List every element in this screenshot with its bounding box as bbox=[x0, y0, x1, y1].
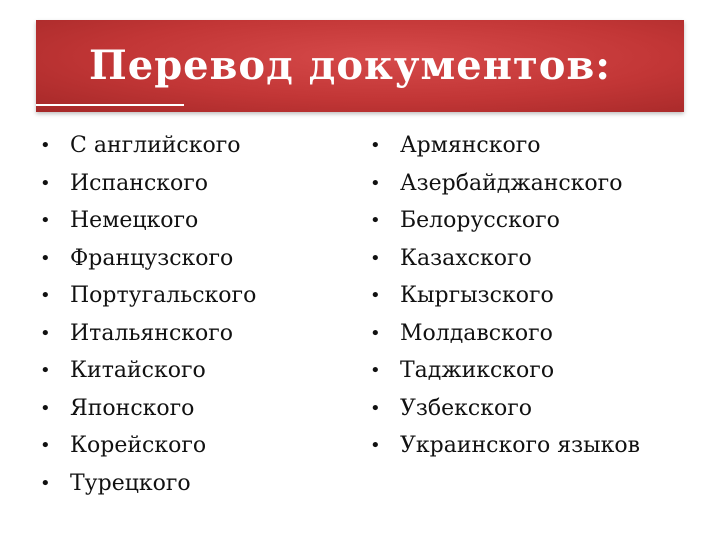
list-item-label: Турецкого bbox=[70, 470, 191, 496]
bullet-icon: • bbox=[370, 435, 381, 456]
bullet-icon: • bbox=[370, 360, 381, 381]
list-item bbox=[370, 390, 710, 428]
slide-title: Перевод документов: bbox=[88, 42, 612, 89]
list-item-label: Итальянского bbox=[70, 320, 234, 346]
list-item bbox=[40, 427, 340, 465]
list-item bbox=[40, 165, 340, 203]
bullet-icon: • bbox=[40, 172, 51, 194]
right-language-list bbox=[370, 127, 710, 465]
list-item bbox=[370, 427, 710, 465]
list-item-label: Португальского bbox=[70, 283, 257, 308]
list-item bbox=[370, 240, 710, 278]
list-item bbox=[40, 390, 340, 428]
bullet-icon: • bbox=[40, 247, 51, 269]
list-item-label: Украинского языков bbox=[400, 433, 641, 458]
list-item-label: Белорусского bbox=[400, 208, 560, 233]
list-item bbox=[370, 277, 710, 315]
list-item-label: Азербайджанского bbox=[400, 170, 623, 196]
bullet-icon: • bbox=[40, 135, 51, 156]
list-item bbox=[370, 165, 710, 203]
list-item bbox=[370, 127, 710, 165]
bullet-icon: • bbox=[40, 360, 51, 381]
list-item bbox=[40, 202, 340, 240]
list-item-label: Узбекского bbox=[400, 395, 532, 421]
title-accent-line bbox=[36, 104, 184, 106]
bullet-icon: • bbox=[40, 285, 51, 306]
list-item bbox=[370, 352, 710, 390]
bullet-icon: • bbox=[370, 135, 381, 156]
bullet-icon: • bbox=[40, 210, 51, 231]
bullet-icon: • bbox=[40, 322, 51, 344]
list-item-label: Кыргызского bbox=[400, 283, 554, 308]
list-item bbox=[40, 352, 340, 390]
list-item-label: С английского bbox=[70, 133, 241, 158]
left-language-list bbox=[40, 127, 340, 502]
list-item-label: Казахского bbox=[400, 245, 532, 271]
title-bar bbox=[36, 20, 684, 112]
list-item-label: Корейского bbox=[70, 433, 207, 458]
list-item-label: Армянского bbox=[400, 133, 541, 158]
bullet-icon: • bbox=[370, 397, 381, 419]
list-item bbox=[40, 240, 340, 278]
list-item-label: Молдавского bbox=[400, 320, 553, 346]
list-item-label: Испанского bbox=[70, 170, 209, 196]
bullet-icon: • bbox=[370, 322, 381, 344]
list-item bbox=[40, 127, 340, 165]
bullet-icon: • bbox=[40, 472, 51, 494]
list-item bbox=[40, 277, 340, 315]
list-item-label: Японского bbox=[70, 395, 195, 421]
bullet-icon: • bbox=[40, 435, 51, 456]
list-item-label: Немецкого bbox=[70, 208, 199, 233]
list-item bbox=[370, 315, 710, 353]
list-item-label: Таджикского bbox=[400, 358, 555, 383]
bullet-icon: • bbox=[370, 247, 381, 269]
list-item-label: Китайского bbox=[70, 358, 206, 383]
bullet-icon: • bbox=[370, 210, 381, 231]
bullet-icon: • bbox=[40, 397, 51, 419]
list-item bbox=[40, 465, 340, 503]
bullet-icon: • bbox=[370, 172, 381, 194]
list-item bbox=[370, 202, 710, 240]
list-item bbox=[40, 315, 340, 353]
list-item-label: Французского bbox=[70, 245, 234, 271]
bullet-icon: • bbox=[370, 285, 381, 306]
